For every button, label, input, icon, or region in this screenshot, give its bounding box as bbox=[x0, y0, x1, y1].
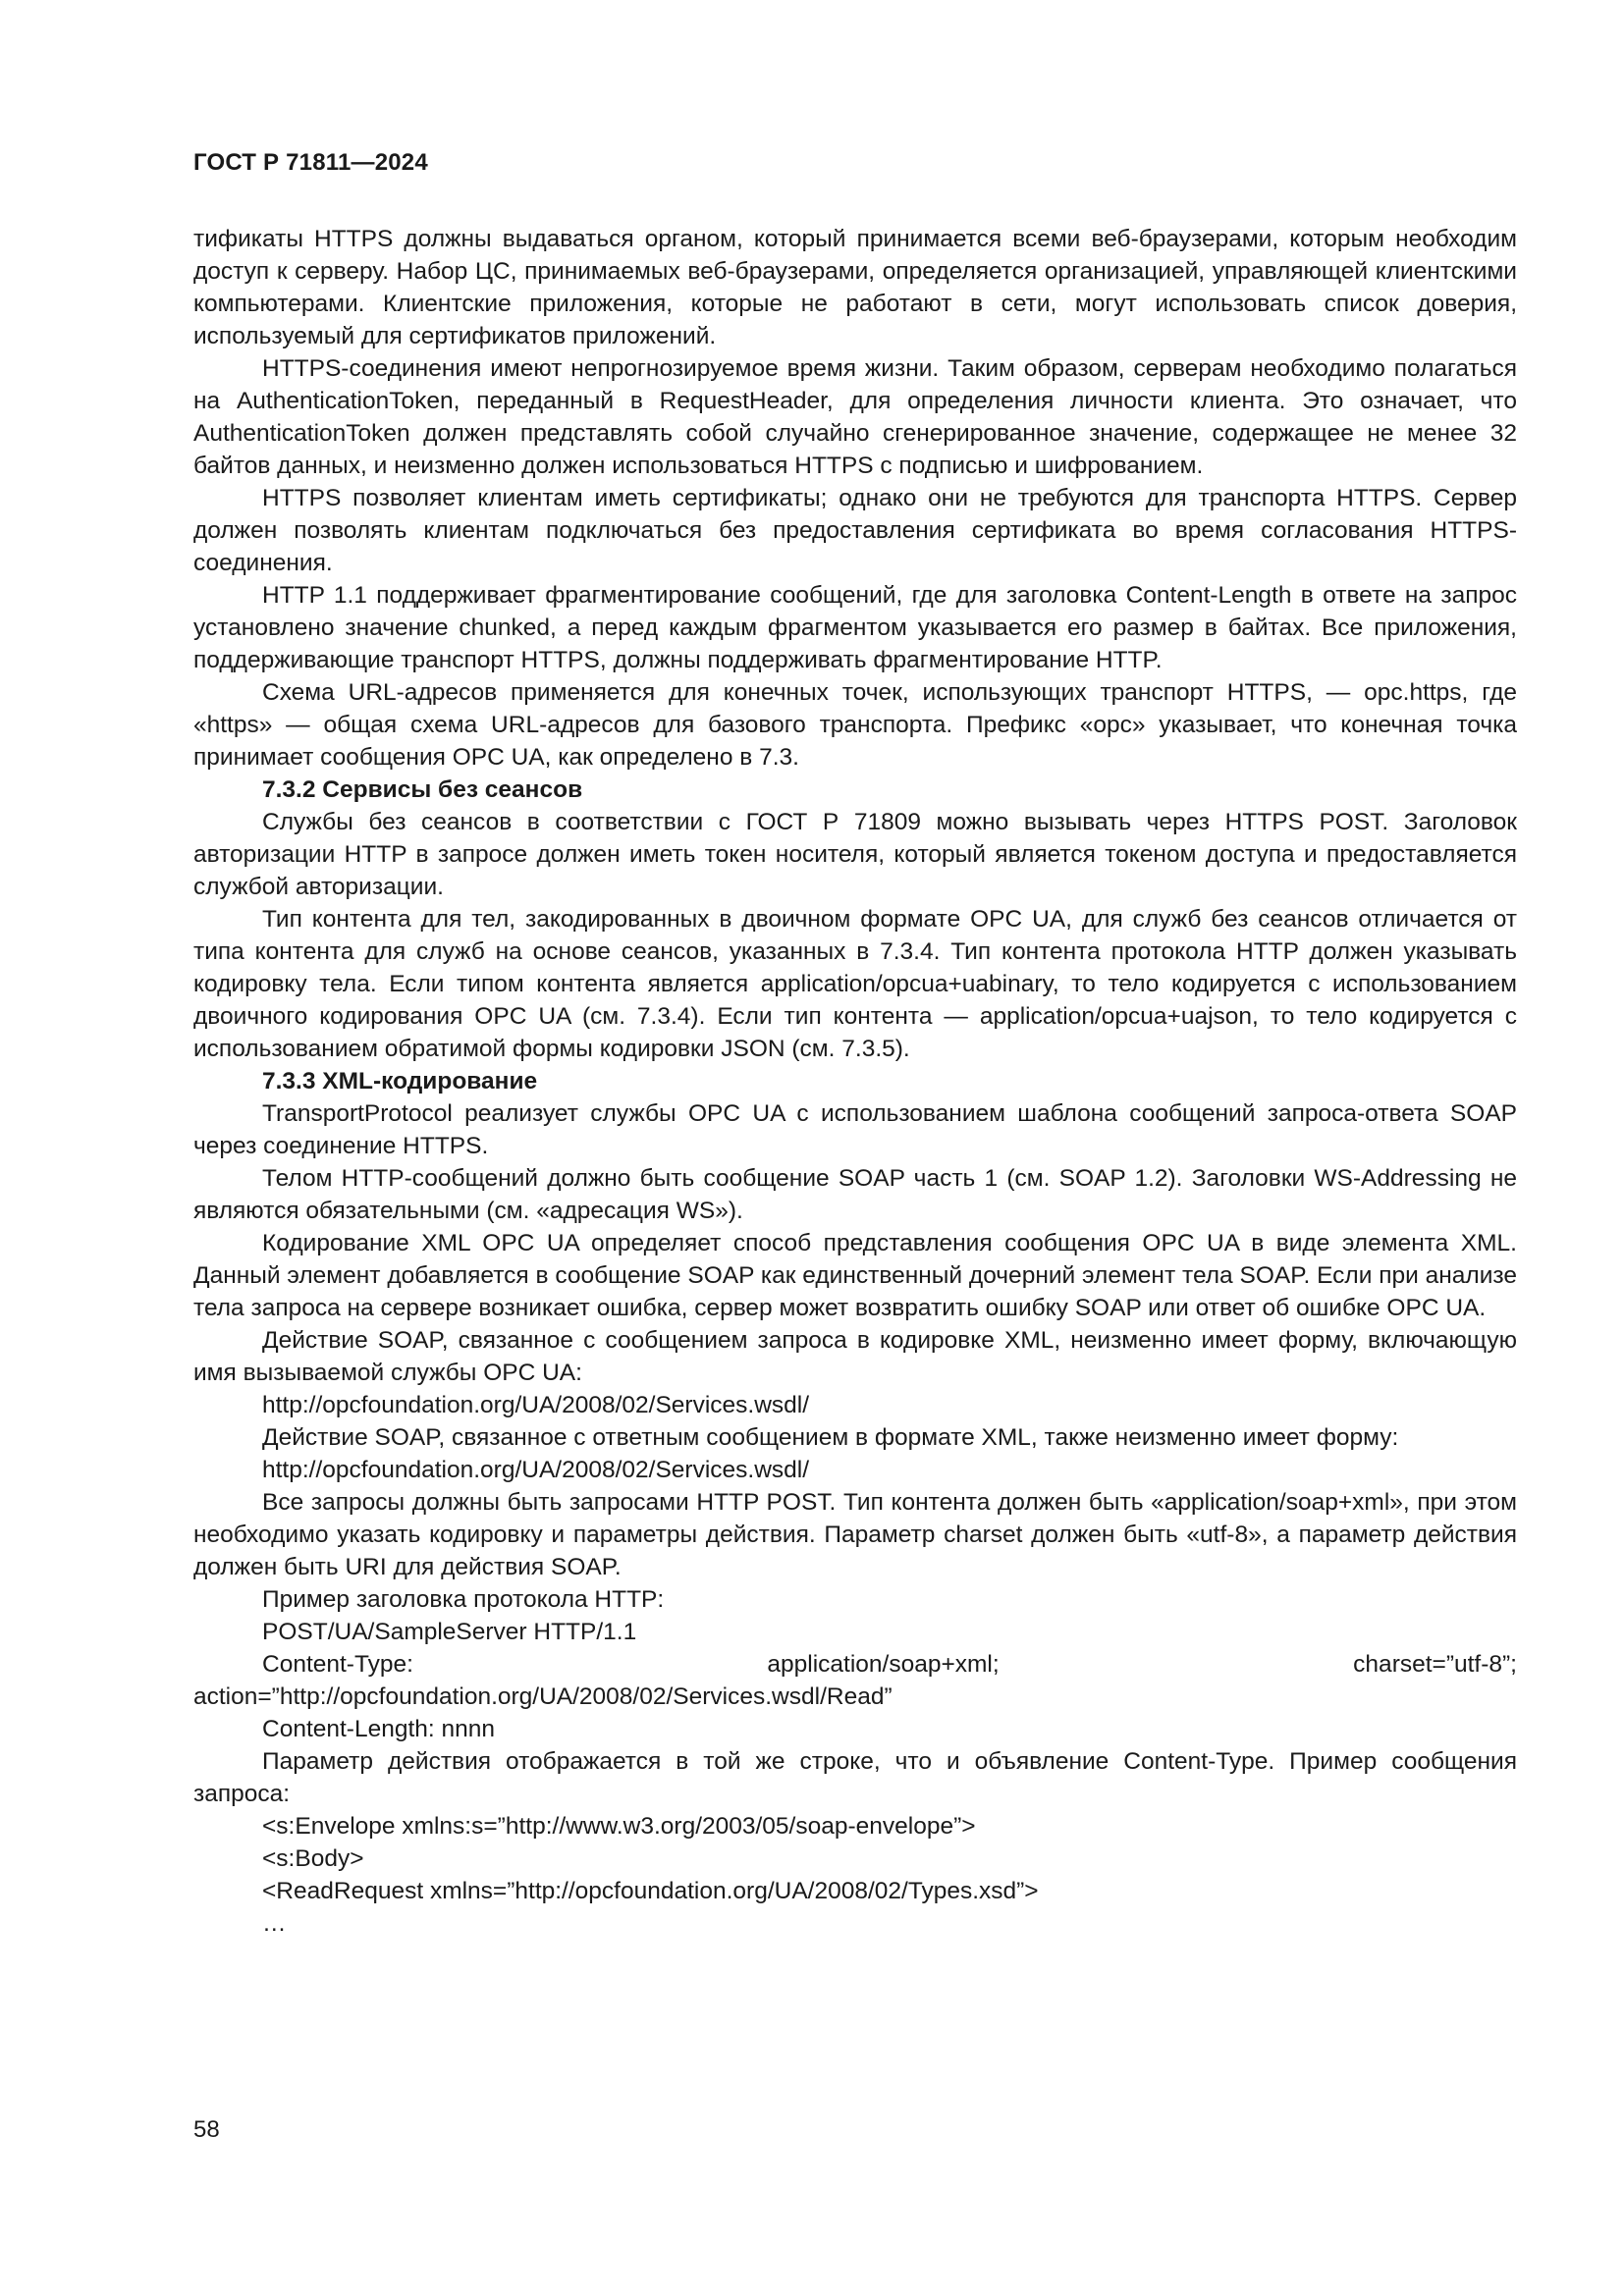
code-line: Content-Length: nnnn bbox=[262, 1716, 496, 1742]
paragraph: тификаты HTTPS должны выдаваться органом, который принимается всеми веб-браузерами, которым необходим доступ к серверу. Набор ЦС, принимаемых веб-браузерами, определяется организацией, управляющей клиентскими компьютерами. Клиентские приложения, которые не работают в сети, могут использовать список доверия, используемый для сертификатов приложений. bbox=[193, 226, 1517, 349]
code-line: <ReadRequest xmlns=”http://opcfoundation.org/UA/2008/02/Types.xsd”> bbox=[262, 1878, 1039, 1904]
paragraph: TransportProtocol реализует службы OPC UA с использованием шаблона сообщений запроса-ответа SOAP через соединение HTTPS. bbox=[193, 1100, 1517, 1159]
paragraph: Тип контента для тел, закодированных в двоичном формате OPC UA, для служб без сеансов отличается от типа контента для служб на основе сеансов, указанных в 7.3.4. Тип контента протокола HTTP должен указывать кодировку тела. Если типом контента является application/opcua+uabinary, то тело кодируется с использованием двоичного кодирования OPC UA (см. 7.3.4). Если тип контента — application/opcua+uajson, то тело кодируется с использованием обратимой формы кодировки JSON (см. 7.3.5). bbox=[193, 906, 1517, 1062]
paragraph: Все запросы должны быть запросами HTTP POST. Тип контента должен быть «application/soap+xml», при этом необходимо указать кодировку и параметры действия. Параметр charset должен быть «utf-8», а параметр действия должен быть URI для действия SOAP. bbox=[193, 1489, 1517, 1580]
code-line: … bbox=[262, 1910, 287, 1937]
paragraph: HTTP 1.1 поддерживает фрагментирование сообщений, где для заголовка Content-Length в ответе на запрос установлено значение chunked, а перед каждым фрагментом указывается его размер в байтах. Все приложения, поддерживающие транспорт HTTPS, должны поддерживать фрагментирование HTTP. bbox=[193, 582, 1517, 673]
paragraph: Content-Type: application/soap+xml; charset=”utf-8”; action=”http://opcfoundation.org/UA/2008/02/Services.wsdl/Read” bbox=[193, 1651, 1517, 1710]
paragraph: HTTPS-соединения имеют непрогнозируемое время жизни. Таким образом, серверам необходимо полагаться на AuthenticationToken, переданный в RequestHeader, для определения личности клиента. Это означает, что AuthenticationToken должен представлять собой случайно сгенерированное значение, содержащее не менее 32 байтов данных, и неизменно должен использоваться HTTPS с подписью и шифрованием. bbox=[193, 355, 1517, 479]
code-line: POST/UA/SampleServer HTTP/1.1 bbox=[262, 1619, 637, 1645]
code-line: http://opcfoundation.org/UA/2008/02/Services.wsdl/ bbox=[262, 1457, 810, 1483]
code-line: http://opcfoundation.org/UA/2008/02/Services.wsdl/ bbox=[262, 1392, 810, 1418]
paragraph: Действие SOAP, связанное с ответным сообщением в формате XML, также неизменно имеет форму: bbox=[262, 1424, 1399, 1451]
paragraph: Действие SOAP, связанное с сообщением запроса в кодировке XML, неизменно имеет форму, включающую имя вызываемой службы OPC UA: bbox=[193, 1327, 1517, 1386]
page-header: ГОСТ Р 71811—2024 bbox=[193, 149, 428, 176]
paragraph: Схема URL-адресов применяется для конечных точек, использующих транспорт HTTPS, — opc.https, где «https» — общая схема URL-адресов для базового транспорта. Префикс «opc» указывает, что конечная точка принимает сообщения OPC UA, как определено в 7.3. bbox=[193, 679, 1517, 771]
paragraph: HTTPS позволяет клиентам иметь сертификаты; однако они не требуются для транспорта HTTPS. Сервер должен позволять клиентам подключаться без предоставления сертификата во время согласования HTTPS-соединения. bbox=[193, 485, 1517, 576]
paragraph: Кодирование XML OPC UA определяет способ представления сообщения OPC UA в виде элемента XML. Данный элемент добавляется в сообщение SOAP как единственный дочерний элемент тела SOAP. Если при анализе тела запроса на сервере возникает ошибка, сервер может возвратить ошибку SOAP или ответ об ошибке OPC UA. bbox=[193, 1230, 1517, 1321]
page-number: 58 bbox=[193, 2116, 220, 2143]
paragraph: Параметр действия отображается в той же строке, что и объявление Content-Type. Пример сообщения запроса: bbox=[193, 1748, 1517, 1807]
paragraph: Телом HTTP-сообщений должно быть сообщение SOAP часть 1 (см. SOAP 1.2). Заголовки WS-Addressing не являются обязательными (см. «адресация WS»). bbox=[193, 1165, 1517, 1224]
code-line: <s:Envelope xmlns:s=”http://www.w3.org/2003/05/soap-envelope”> bbox=[262, 1813, 976, 1840]
section-heading: 7.3.2 Сервисы без сеансов bbox=[262, 776, 583, 803]
section-heading: 7.3.3 XML-кодирование bbox=[262, 1068, 538, 1095]
page-content bbox=[193, 223, 1517, 1940]
code-line: <s:Body> bbox=[262, 1845, 364, 1872]
code-line: Пример заголовка протокола HTTP: bbox=[262, 1586, 665, 1613]
paragraph: Службы без сеансов в соответствии с ГОСТ Р 71809 можно вызывать через HTTPS POST. Заголовок авторизации HTTP в запросе должен иметь токен носителя, который является токеном доступа и предоставляется службой авторизации. bbox=[193, 809, 1517, 900]
